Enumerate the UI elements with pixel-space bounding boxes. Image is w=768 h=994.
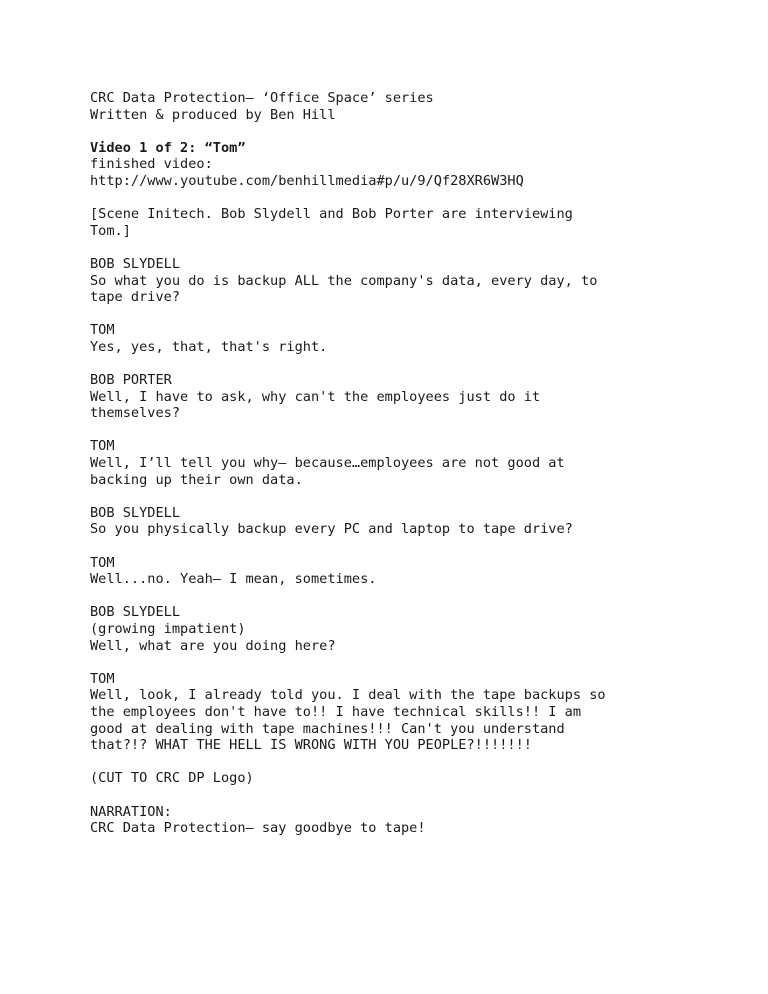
speaker-name: BOB SLYDELL xyxy=(90,255,181,272)
dialogue-line: Well, look, I already told you. I deal with the tape backups so xyxy=(90,687,606,704)
dialogue-line: Well...no. Yeah– I mean, sometimes. xyxy=(90,571,377,588)
video-label: finished video: xyxy=(90,156,213,173)
dialogue-block xyxy=(90,505,710,538)
dialogue-line: Well, what are you doing here? xyxy=(90,637,336,654)
dialogue-block xyxy=(90,372,710,422)
scene-line: Tom.] xyxy=(90,222,131,239)
dialogue-line: Well, I have to ask, why can't the employees just do it xyxy=(90,388,541,405)
speaker-name: TOM xyxy=(90,438,115,455)
speaker-name: TOM xyxy=(90,322,115,339)
speaker-name: BOB PORTER xyxy=(90,372,172,389)
header-block xyxy=(90,90,710,123)
video-block xyxy=(90,140,710,190)
narration-line: CRC Data Protection– say goodbye to tape! xyxy=(90,820,426,837)
scene-line: [Scene Initech. Bob Slydell and Bob Porter are interviewing xyxy=(90,206,573,223)
dialogue-block xyxy=(90,438,710,488)
cut-direction xyxy=(90,770,710,787)
video-link[interactable]: http://www.youtube.com/benhillmedia#p/u/9/Qf28XR6W3HQ xyxy=(90,172,524,189)
dialogue-block xyxy=(90,671,710,754)
dialogue-line: good at dealing with tape machines!!! Can't you understand xyxy=(90,720,565,737)
dialogue-line: that?!? WHAT THE HELL IS WRONG WITH YOU PEOPLE?!!!!!!! xyxy=(90,737,532,754)
dialogue-block xyxy=(90,555,710,588)
speaker-name: TOM xyxy=(90,554,115,571)
video-heading: Video 1 of 2: “Tom” xyxy=(90,139,246,156)
narration-block xyxy=(90,804,710,837)
speaker-name: TOM xyxy=(90,670,115,687)
speaker-name: BOB SLYDELL xyxy=(90,504,181,521)
dialogue-block xyxy=(90,256,710,306)
dialogue-block xyxy=(90,322,710,355)
dialogue-line: Yes, yes, that, that's right. xyxy=(90,338,328,355)
dialogue-line: Well, I’ll tell you why– because…employees are not good at xyxy=(90,455,565,472)
cut-line: (CUT TO CRC DP Logo) xyxy=(90,770,254,787)
document-title: CRC Data Protection– ‘Office Space’ series xyxy=(90,90,434,106)
dialogue-line: So you physically backup every PC and laptop to tape drive? xyxy=(90,521,573,538)
speaker-name: BOB SLYDELL xyxy=(90,604,181,621)
dialogue-line: So what you do is backup ALL the company's data, every day, to xyxy=(90,272,598,289)
scene-direction xyxy=(90,206,710,239)
dialogue-line: themselves? xyxy=(90,405,181,422)
script-page xyxy=(90,90,710,853)
document-credit: Written & produced by Ben Hill xyxy=(90,106,336,123)
narration-speaker: NARRATION: xyxy=(90,803,172,820)
dialogue-line: backing up their own data. xyxy=(90,471,303,488)
dialogue-block xyxy=(90,604,710,654)
dialogue-line: tape drive? xyxy=(90,289,181,306)
parenthetical-line: (growing impatient) xyxy=(90,621,246,637)
dialogue-line: the employees don't have to!! I have technical skills!! I am xyxy=(90,703,582,720)
